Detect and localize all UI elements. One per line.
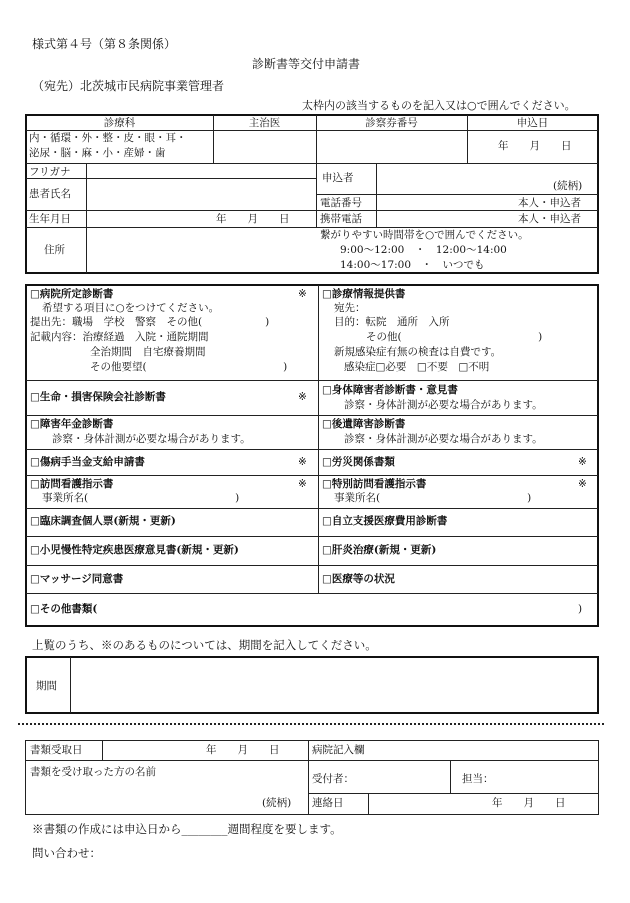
card-number-label: 診察券番号 xyxy=(365,117,418,129)
phone-owner[interactable]: 本人・申込者 xyxy=(518,197,581,209)
special-nursing-office[interactable]: 事業所名( ) xyxy=(334,492,532,504)
patient-name-label: 患者氏名 xyxy=(29,188,71,200)
phone-label: 電話番号 xyxy=(320,197,362,209)
period-input[interactable] xyxy=(72,658,597,712)
apply-date-value[interactable]: 年 月 日 xyxy=(498,140,572,152)
doc-clinical-survey[interactable]: □臨床調査個人票(新規・更新) xyxy=(30,515,176,527)
home-nursing-office[interactable]: 事業所名( ) xyxy=(42,492,240,504)
dob-label: 生年月日 xyxy=(29,213,71,225)
doc-other[interactable]: □その他書類( xyxy=(30,603,98,615)
dept-label: 診療科 xyxy=(103,117,136,129)
form-number: 様式第４号（第８条関係） xyxy=(32,37,177,51)
contact-date-label: 連絡日 xyxy=(312,797,344,809)
info-provision-line5[interactable]: 感染症□必要 □不要 □不明 xyxy=(344,361,490,373)
receptionist-label: 受付者： xyxy=(312,773,354,785)
doc-disability[interactable]: □身体障害者診断書・意見書 xyxy=(322,384,458,396)
period-label: 期間 xyxy=(36,680,57,692)
doc-hospital-cert-mark: ※ xyxy=(298,288,307,300)
doc-workers-comp-mark: ※ xyxy=(578,456,587,468)
doc-pediatric[interactable]: □小児慢性特定疾患医療意見書(新規・更新) xyxy=(30,544,239,556)
mobile-label: 携帯電話 xyxy=(320,213,362,225)
doc-hospital-cert[interactable]: □病院所定診断書 xyxy=(30,288,114,300)
processing-time-note: ※書類の作成には申込日から________週間程度を要します。 xyxy=(32,822,342,836)
hospital-cert-line2[interactable]: 提出先：職場 学校 警察 その他( ) xyxy=(30,316,270,328)
doc-massage[interactable]: □マッサージ同意書 xyxy=(30,573,124,585)
time-option-row2[interactable]: 14:00～17:00 ・ いつでも xyxy=(340,259,485,271)
doc-hepatitis[interactable]: □肝炎治療(新規・更新) xyxy=(322,544,437,556)
doctor-label: 主治医 xyxy=(248,117,281,129)
doc-special-nursing-mark: ※ xyxy=(578,478,587,490)
doc-pension-note: 診察・身体計測が必要な場合があります。 xyxy=(52,433,251,445)
page-title: 診断書等交付申請書 xyxy=(252,57,361,71)
doc-life-insurance[interactable]: □生命・損害保険会社診断書 xyxy=(30,391,166,403)
doc-home-nursing-mark: ※ xyxy=(298,478,307,490)
doc-medical-status[interactable]: □医療等の状況 xyxy=(322,573,395,585)
received-date-value[interactable]: 年 月 日 xyxy=(206,744,280,756)
applicant-label: 申込者 xyxy=(322,172,354,184)
apply-date-label: 申込日 xyxy=(516,117,549,129)
receiver-name-label: 書類を受け取った方の名前 xyxy=(30,766,156,778)
hospital-cert-line1: 希望する項目に○をつけてください。 xyxy=(42,302,220,314)
furigana-label: フリガナ xyxy=(29,166,71,178)
doc-disability-note: 診察・身体計測が必要な場合があります。 xyxy=(344,399,543,411)
mobile-owner[interactable]: 本人・申込者 xyxy=(518,213,581,225)
time-option-row1[interactable]: 9:00～12:00 ・ 12:00～14:00 xyxy=(340,244,507,256)
doc-aftereffect[interactable]: □後遺障害診断書 xyxy=(322,418,406,430)
doc-workers-comp[interactable]: □労災関係書類 xyxy=(322,456,395,468)
info-provision-line3[interactable]: その他( ) xyxy=(366,331,543,343)
doc-aftereffect-note: 診察・身体計測が必要な場合があります。 xyxy=(344,433,543,445)
dept-options-1[interactable]: 内・循環・外・整・皮・眼・耳・ xyxy=(29,132,187,144)
hospital-cert-line4[interactable]: 全治期間 自宅療養期間 xyxy=(90,346,206,358)
contact-date-value[interactable]: 年 月 日 xyxy=(492,797,566,809)
dept-options-2[interactable]: 泌尿・脳・麻・小・産婦・歯 xyxy=(29,147,166,159)
person-in-charge-label: 担当： xyxy=(462,773,494,785)
period-note: 上覧のうち、※のあるものについては、期間を記入してください。 xyxy=(32,638,377,652)
instruction: 太枠内の該当するものを記入又は○で囲んでください。 xyxy=(302,99,576,112)
addressee: （宛先）北茨城市民病院事業管理者 xyxy=(32,79,225,93)
hospital-column-label: 病院記入欄 xyxy=(312,744,365,756)
doc-self-support[interactable]: □自立支援医療費用診断書 xyxy=(322,515,448,527)
time-note: 繋がりやすい時間帯を○で囲んでください。 xyxy=(320,229,529,241)
dob-value[interactable]: 年 月 日 xyxy=(216,213,290,225)
info-provision-line2[interactable]: 目的：転院 通所 入所 xyxy=(334,316,450,328)
doc-pension[interactable]: □障害年金診断書 xyxy=(30,418,114,430)
doc-other-close: ) xyxy=(578,603,583,615)
hospital-cert-line5[interactable]: その他要望( ) xyxy=(90,361,288,373)
doc-home-nursing[interactable]: □訪問看護指示書 xyxy=(30,478,114,490)
doc-info-provision[interactable]: □診療情報提供書 xyxy=(322,288,406,300)
doc-life-insurance-mark: ※ xyxy=(298,391,307,403)
inquiry-label: 問い合わせ： xyxy=(32,846,101,860)
doc-sickness-allowance[interactable]: □傷病手当金支給申請書 xyxy=(30,456,145,468)
info-provision-line4: 新規感染症有無の検査は自費です。 xyxy=(334,346,502,358)
info-provision-line1[interactable]: 宛先： xyxy=(334,302,366,314)
doc-special-nursing[interactable]: □特別訪問看護指示書 xyxy=(322,478,427,490)
relation-label: (続柄) xyxy=(553,180,583,192)
hospital-cert-line3[interactable]: 記載内容：治療経過 入院・通院期間 xyxy=(30,331,209,343)
doc-sickness-allowance-mark: ※ xyxy=(298,456,307,468)
receiver-relation: (続柄) xyxy=(262,797,292,809)
cut-line xyxy=(18,723,604,725)
address-label: 住所 xyxy=(44,244,65,256)
received-date-label: 書類受取日 xyxy=(30,744,83,756)
